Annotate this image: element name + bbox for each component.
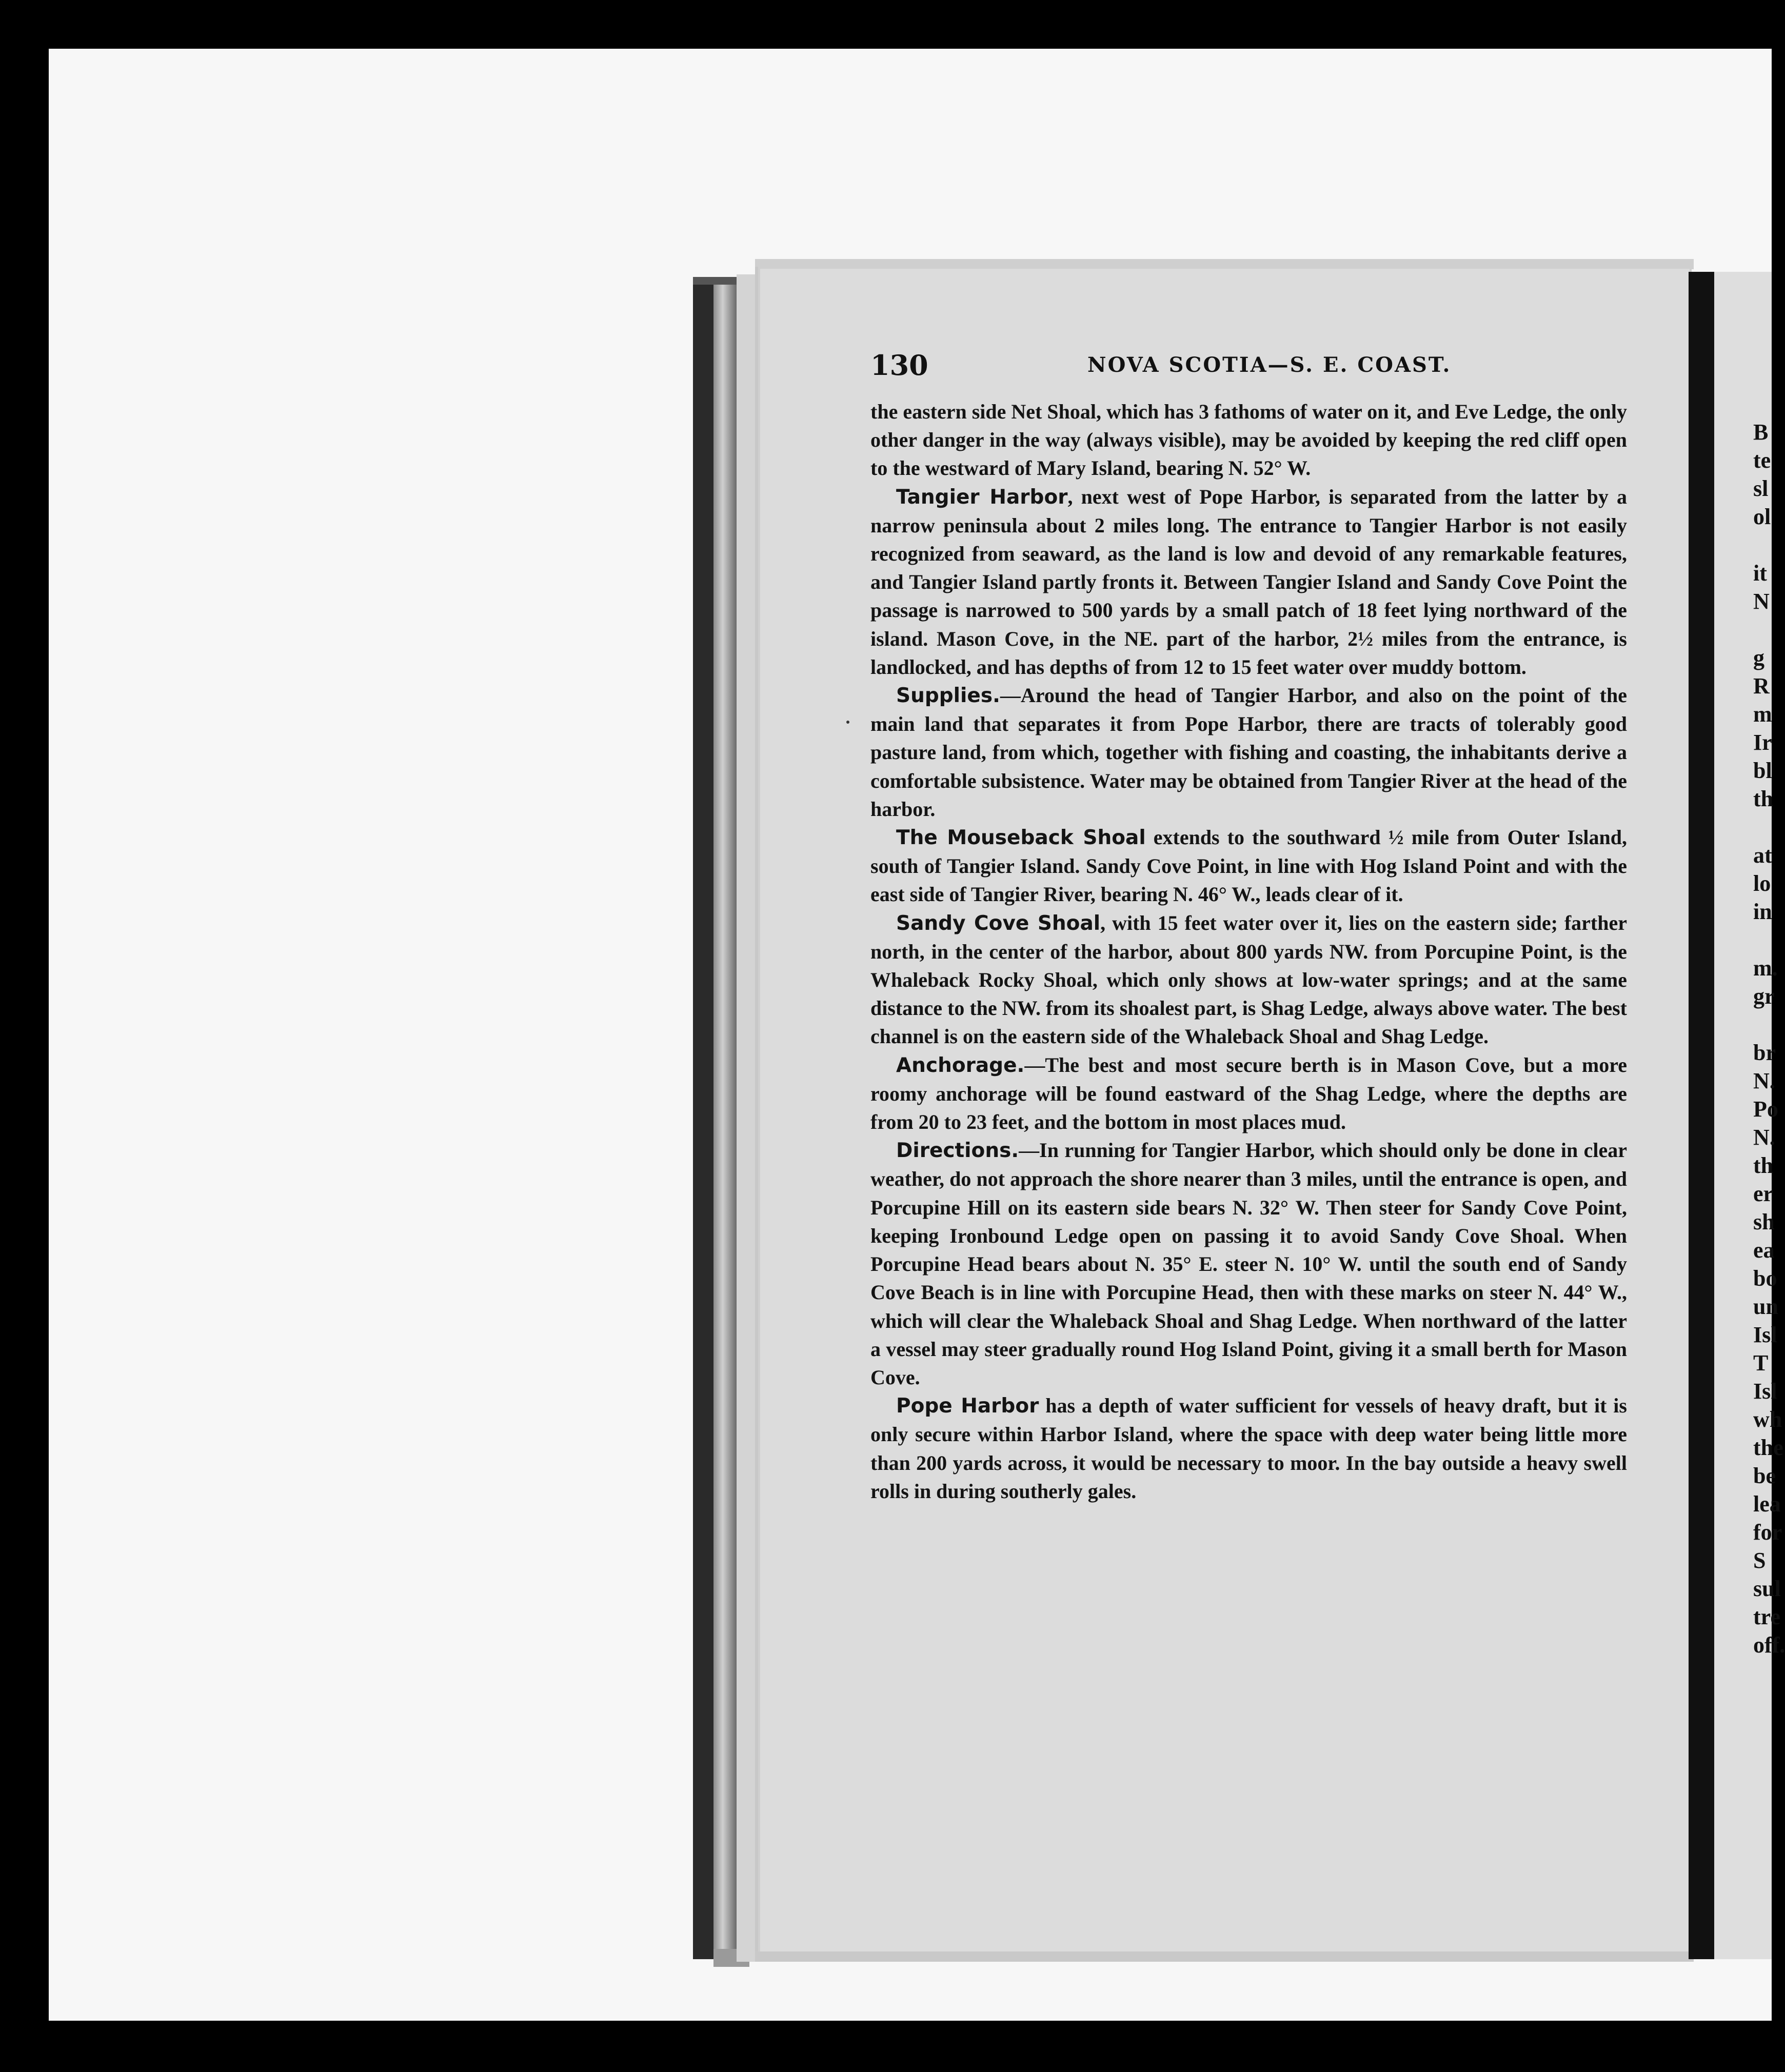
facing-page-fragment: m bbox=[1753, 702, 1772, 727]
facing-page-fragment: T bbox=[1753, 1350, 1769, 1376]
paragraph bbox=[870, 823, 1627, 909]
facing-page-fragment: wh bbox=[1753, 1407, 1782, 1432]
paragraph-text: —In running for Tangier Harbor, which should only be done in clear weather, do not approach the shore nearer than 3 miles, until the entrance is open, and Porcupine Hill on its eastern side bears N. 32° W. Then steer for Sandy Cove Point, keeping Ironbound Ledge open on passing it to avoid Sandy Cove Shoal. When Porcupine Head bears about N. 35° E. steer N. 10° W. until the south end of Sandy Cove Beach is in line with Porcupine Head, then with these marks on steer N. 44° W., which will clear the Whaleback Shoal and Shag Ledge. When northward of the latter a vessel may steer gradually round Hog Island Point, giving it a small berth for Mason Cove. bbox=[870, 1139, 1627, 1389]
paragraph bbox=[870, 681, 1627, 823]
facing-page-fragment: N. bbox=[1753, 1068, 1775, 1093]
facing-page-fragment: the bbox=[1753, 1435, 1783, 1460]
facing-page-fragment: sl bbox=[1753, 476, 1769, 501]
paragraph bbox=[870, 1051, 1627, 1137]
facing-page-fragment: g bbox=[1753, 645, 1764, 670]
facing-page-fragment: bo bbox=[1753, 1266, 1777, 1291]
facing-page-fragment: lo bbox=[1753, 871, 1771, 896]
running-head: NOVA SCOTIA—S. E. COAST. bbox=[1087, 353, 1452, 377]
paragraph-heading: The Mouseback Shoal bbox=[896, 826, 1146, 850]
paragraph-heading: Supplies. bbox=[896, 684, 1000, 708]
facing-page-fragment: Isl bbox=[1753, 1379, 1777, 1404]
facing-page-fragment bbox=[1753, 1010, 1785, 1039]
facing-page-fragment: Ir bbox=[1753, 730, 1772, 755]
paragraph-text: —The best and most secure berth is in Mason Cove, but a more roomy anchorage will be found eastward of the Shag Ledge, where the depths are from 20 to 23 feet, and the bottom in most places mud. bbox=[870, 1053, 1627, 1134]
facing-page-fragment: N bbox=[1753, 589, 1770, 614]
paragraph-text: extends to the southward ½ mile from Outer Island, south of Tangier Island. Sandy Cove Point, in line with Hog Island Point and with the east side of Tangier River, bearing N. 46° W., leads clear of it. bbox=[870, 826, 1627, 906]
facing-page-fragment: be bbox=[1753, 1463, 1776, 1488]
facing-page-fragment: for bbox=[1753, 1520, 1782, 1545]
paragraph bbox=[870, 397, 1627, 483]
facing-page-fragment: ea bbox=[1753, 1238, 1775, 1263]
paragraph-text: the eastern side Net Shoal, which has 3 fathoms of water on it, and Eve Ledge, the only other danger in the way (always visible), may be avoided by keeping the red cliff open to the westward of Mary Island, bearing N. 52° W. bbox=[870, 400, 1627, 480]
facing-page-fragment: un bbox=[1753, 1294, 1778, 1319]
ink-speck bbox=[846, 721, 849, 724]
page-stack-edge bbox=[737, 274, 757, 1962]
page-body bbox=[870, 397, 1627, 1505]
facing-page-fragment: br bbox=[1753, 1040, 1776, 1065]
facing-page-fragment: er bbox=[1753, 1181, 1774, 1206]
paragraph bbox=[870, 483, 1627, 681]
facing-page-fragment: th bbox=[1753, 786, 1774, 811]
facing-page-fragment: sul bbox=[1753, 1576, 1781, 1601]
facing-page-fragment: m. bbox=[1753, 955, 1778, 981]
facing-page-fragment: lea bbox=[1753, 1491, 1781, 1517]
facing-page-fragment bbox=[1753, 926, 1785, 954]
facing-page-text bbox=[1753, 418, 1785, 1659]
facing-page-fragment: R bbox=[1753, 673, 1770, 699]
facing-page-fragment: B bbox=[1753, 420, 1769, 445]
paragraph-heading: Pope Harbor bbox=[896, 1394, 1039, 1418]
facing-page-fragment bbox=[1753, 615, 1785, 644]
paragraph bbox=[870, 1391, 1627, 1505]
facing-page-fragment: tre bbox=[1753, 1604, 1780, 1629]
page-number: 130 bbox=[870, 349, 928, 382]
facing-page-fragment: Isl bbox=[1753, 1322, 1777, 1347]
paragraph-heading: Anchorage. bbox=[896, 1053, 1025, 1077]
paragraph-heading: Tangier Harbor bbox=[896, 485, 1068, 509]
paragraph-text: —Around the head of Tangier Harbor, and also on the point of the main land that separates it from Pope Harbor, there are tracts of tolerably good pasture land, from which, together with fishing and coasting, the inhabitants derive a comfortable subsistence. Water may be obtained from Tangier River at the head of the harbor. bbox=[870, 684, 1627, 821]
facing-page-fragment: in bbox=[1753, 899, 1772, 924]
facing-page-fragment: Po bbox=[1753, 1097, 1778, 1122]
paragraph bbox=[870, 909, 1627, 1051]
facing-page-fragment: th bbox=[1753, 1153, 1774, 1178]
book-spine-edge bbox=[713, 285, 737, 1959]
facing-page-fragment: bl bbox=[1753, 758, 1772, 783]
paragraph-heading: Directions. bbox=[896, 1139, 1019, 1163]
facing-page-fragment: off. bbox=[1753, 1632, 1785, 1658]
book-spine bbox=[693, 285, 713, 1959]
facing-page-fragment bbox=[1753, 531, 1785, 559]
paragraph-text: has a depth of water sufficient for vessels of heavy draft, but it is only secure within Harbor Island, where the space with deep water being little more than 200 yards across, it would be necessary to moor. In the bay outside a heavy swell rolls in during southerly gales. bbox=[870, 1394, 1627, 1503]
facing-page-fragment: N. bbox=[1753, 1125, 1775, 1150]
facing-page-fragment: at bbox=[1753, 843, 1772, 868]
facing-page-fragment: S bbox=[1753, 1548, 1766, 1573]
book-gutter bbox=[1689, 272, 1714, 1959]
page-bottom-edge bbox=[755, 1951, 1694, 1962]
paragraph bbox=[870, 1136, 1627, 1391]
facing-page-fragment: ol bbox=[1753, 504, 1771, 529]
paragraph-text: , with 15 feet water over it, lies on the eastern side; farther north, in the center of the harbor, about 800 yards NW. from Porcupine Point, is the Whaleback Rocky Shoal, which only shows at low-water springs; and at the same distance to the NW. from its shoalest part, is Shag Ledge, always above water. The best channel is on the eastern side of the Whaleback Shoal and Shag Ledge. bbox=[870, 911, 1627, 1048]
paragraph-text: , next west of Pope Harbor, is separated from the latter by a narrow peninsula about 2 miles long. The entrance to Tangier Harbor is not easily recognized from seaward, as the land is low and devoid of any remarkable features, and Tangier Island partly fronts it. Between Tangier Island and Sandy Cove Point the passage is narrowed to 500 yards by a small patch of 18 feet lying northward of the island. Mason Cove, in the NE. part of the harbor, 2½ miles from the entrance, is landlocked, and has depths of from 12 to 15 feet water over muddy bottom. bbox=[870, 485, 1627, 679]
facing-page-fragment: te bbox=[1753, 448, 1771, 473]
facing-page-fragment bbox=[1753, 813, 1785, 841]
paragraph-heading: Sandy Cove Shoal bbox=[896, 911, 1101, 935]
facing-page-fragment: gr bbox=[1753, 984, 1775, 1009]
facing-page-fragment: sh bbox=[1753, 1209, 1775, 1234]
facing-page-fragment: it bbox=[1753, 561, 1767, 586]
